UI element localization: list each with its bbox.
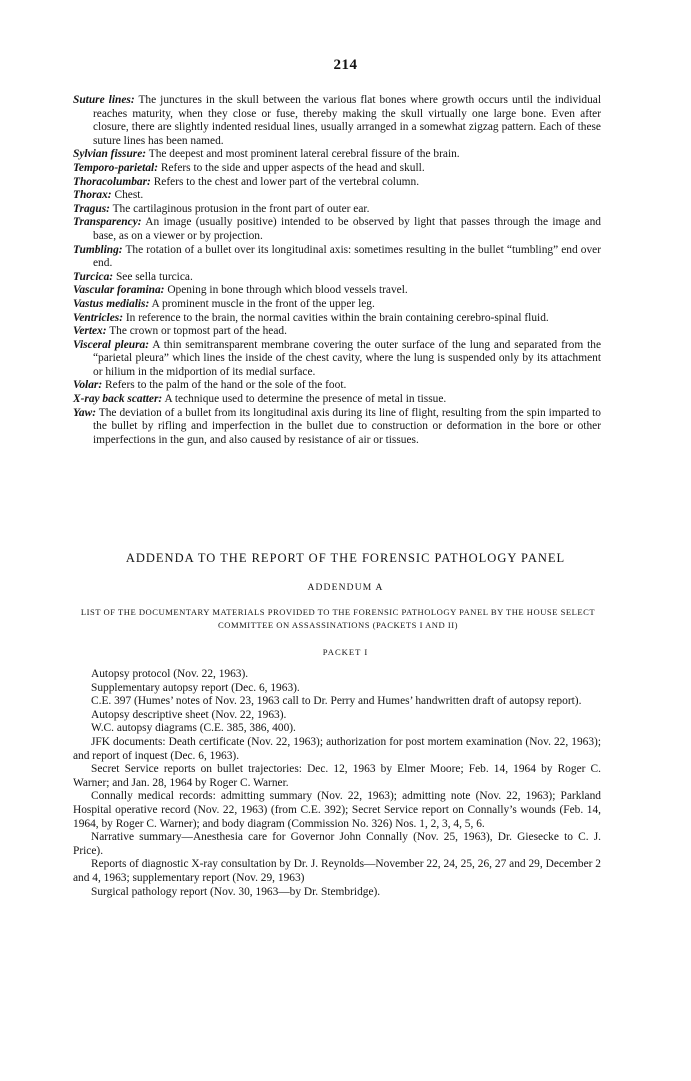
glossary-term: Thorax: [73,189,112,202]
glossary-definition: Chest. [114,189,144,202]
glossary-entry [73,325,601,339]
glossary-definition: In reference to the brain, the normal cavities within the brain containing cerebro-spinal fluid. [125,311,549,324]
glossary-definition: The cartilaginous protusion in the front part of outer ear. [112,202,370,215]
glossary-entry [73,203,601,217]
glossary-entry [73,379,601,393]
packet-item: JFK documents: Death certificate (Nov. 22, 1963); authorization for post mortem examination (Nov. 22, 1963); and report of inquest (Dec. 6, 1963). [73,735,601,762]
page-number: 214 [333,57,358,73]
glossary-term: Transparency: [73,216,142,229]
packet-items [73,668,601,899]
glossary-term: Temporo-parietal: [73,161,159,174]
glossary-definition: Refers to the chest and lower part of the vertebral column. [153,175,420,188]
glossary-entry [73,298,601,312]
packet-item: Reports of diagnostic X-ray consultation by Dr. J. Reynolds—November 22, 24, 25, 26, 27 and 29, December 2 and 4, 1963; supplementary report (Nov. 29, 1963) [73,858,601,884]
glossary-definition: A thin semitransparent membrane covering the outer surface of the lung and separated from the “parietal pleura” which lines the inside of the chest cavity, where the lung is suspended only by its attachment or hilium in the midportion of its medial surface. [93,338,601,378]
glossary-definition: See sella turcica. [115,270,193,283]
glossary [73,94,601,447]
glossary-definition: Refers to the side and upper aspects of the head and skull. [160,161,425,174]
glossary-term: Suture lines: [73,94,135,106]
glossary-term: Visceral pleura: [73,338,150,351]
glossary-definition: Opening in bone through which blood vessels travel. [167,284,408,297]
glossary-definition: The deviation of a bullet from its longitudinal axis during its line of flight, resulting from the spin imparted to the bullet by rifling and imperfection in the bullet due to construction or deformation in the bore or other imperfections in the gun, and also caused by resistance of air or tissues. [93,406,601,446]
packet-item: C.E. 397 (Humes’ notes of Nov. 23, 1963 call to Dr. Perry and Humes’ handwritten draft of autopsy report). [91,695,582,708]
glossary-term: Tragus: [73,202,110,215]
glossary-definition: The deepest and most prominent lateral cerebral fissure of the brain. [148,148,460,161]
list-heading: LIST OF THE DOCUMENTARY MATERIALS PROVIDED TO THE FORENSIC PATHOLOGY PANEL BY THE HOUSE SELECT COMMITTEE ON ASSASSINATIONS (PACKETS I AND II) [80,607,596,630]
addenda-title: ADDENDA TO THE REPORT OF THE FORENSIC PATHOLOGY PANEL [125,551,566,565]
glossary-term: Thoracolumbar: [73,175,151,188]
glossary-term: Turcica: [73,270,114,283]
packet-item: Connally medical records: admitting summary (Nov. 22, 1963); admitting note (Nov. 22, 1963); Parkland Hospital operative record (Nov. 22, 1963) (from C.E. 392); Secret Service report on Connally’s wounds (Feb. 14, 1964, by Roger C. Warner); and body diagram (Commission No. 326) Nos. 1, 2, 3, 4, 5, 6. [73,790,601,830]
glossary-definition: The rotation of a bullet over its longitudinal axis: sometimes resulting in the bullet “tumbling” end over end. [93,243,601,270]
glossary-term: Vascular foramina: [73,284,165,297]
glossary-term: Yaw: [73,406,96,419]
packet-item: Narrative summary—Anesthesia care for Governor John Connally (Nov. 25, 1963), Dr. Giesecke to C. J. Price). [73,831,601,857]
glossary-entry [73,271,601,285]
glossary-term: Vastus medialis: [73,297,150,310]
glossary-entry [73,162,601,176]
glossary-definition: A prominent muscle in the front of the upper leg. [151,297,375,310]
packet-item: Autopsy protocol (Nov. 22, 1963). [91,668,249,680]
glossary-entry [73,94,601,148]
glossary-entry [73,216,601,243]
glossary-term: Vertex: [73,325,107,338]
glossary-entry [73,176,601,190]
packet-item: Secret Service reports on bullet trajectories: Dec. 12, 1963 by Elmer Moore; Feb. 14, 1964 by Roger C. Warner; and Jan. 28, 1964 by Roger C. Warner. [73,763,601,789]
packet-item: Autopsy descriptive sheet (Nov. 22, 1963). [91,708,287,721]
glossary-term: Sylvian fissure: [73,148,147,161]
packet-item: Surgical pathology report (Nov. 30, 1963—by Dr. Stembridge). [91,885,381,898]
glossary-definition: Refers to the palm of the hand or the sole of the foot. [104,379,347,392]
glossary-term: X-ray back scatter: [73,393,163,406]
glossary-entry [73,393,601,407]
glossary-definition: A technique used to determine the presence of metal in tissue. [164,393,447,406]
glossary-entry [73,284,601,298]
glossary-entry [73,407,601,448]
glossary-definition: The crown or topmost part of the head. [109,325,287,338]
glossary-definition: The junctures in the skull between the various flat bones where growth occurs until the individual reaches maturity, when they close or fuse, thereby making the skull virtually one large bone. Even after closure, there are slightly indented residual lines, usually arranged in a somewhat zigzag pattern. Each of these suture lines has been named. [93,94,601,147]
glossary-entry [73,148,601,162]
glossary-term: Tumbling: [73,243,123,256]
packet-item: Supplementary autopsy report (Dec. 6, 1963). [91,681,300,694]
glossary-entry [73,244,601,271]
glossary-entry [73,189,601,203]
glossary-entry [73,339,601,380]
glossary-term: Volar: [73,379,103,392]
glossary-definition: An image (usually positive) intended to be observed by light that passes through the image and base, as on a viewer or by projection. [93,216,601,242]
glossary-term: Ventricles: [73,311,123,324]
packet-label: PACKET I [322,647,369,657]
glossary-entry [73,312,601,326]
addendum-label: ADDENDUM A [307,583,384,593]
packet-item: W.C. autopsy diagrams (C.E. 385, 386, 400). [91,722,296,735]
